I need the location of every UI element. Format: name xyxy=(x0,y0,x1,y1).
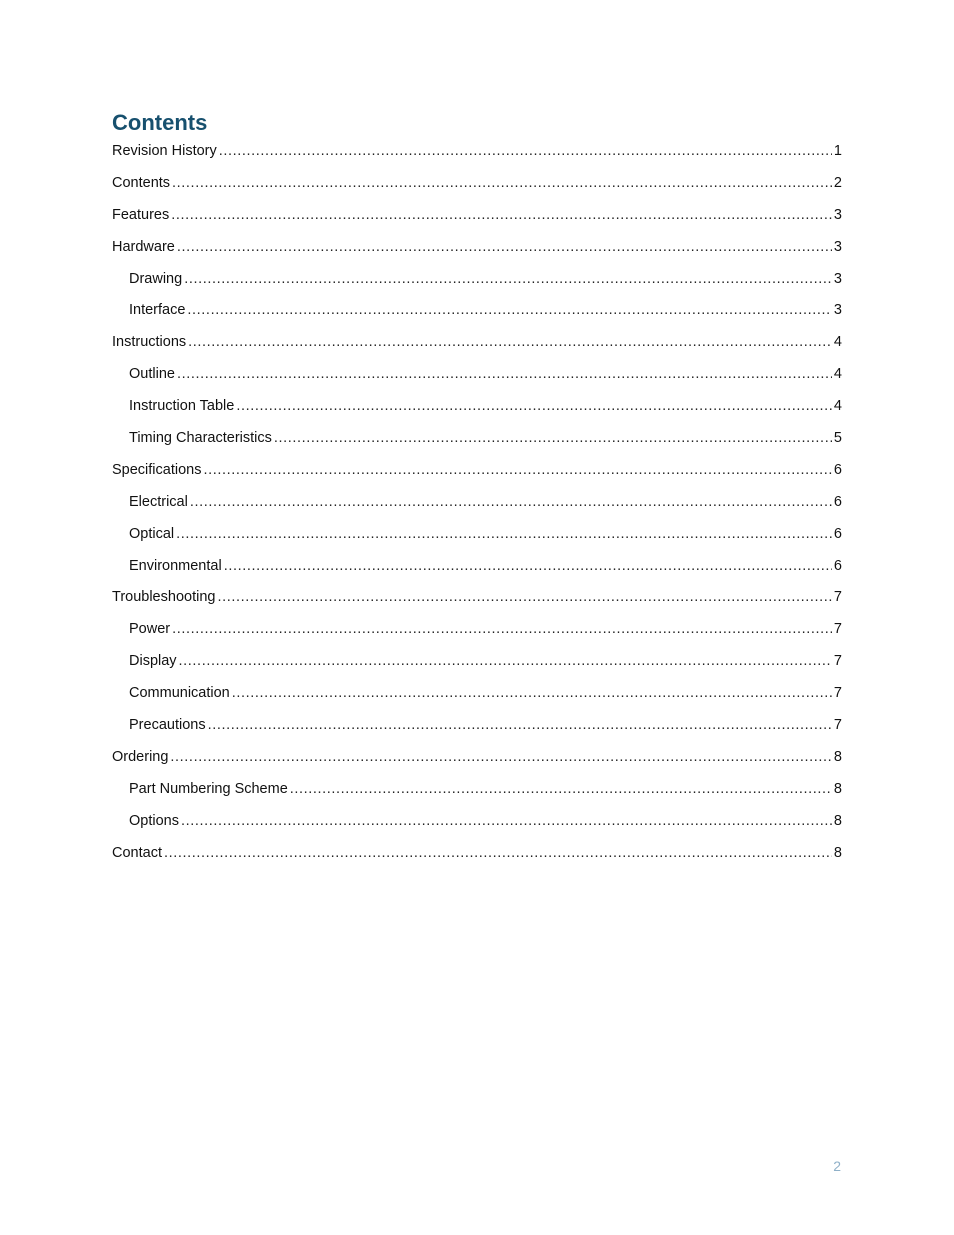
toc-entry-page: 7 xyxy=(833,589,842,606)
toc-entry-page: 8 xyxy=(833,748,842,765)
toc-entry-page: 8 xyxy=(833,780,842,797)
toc-entry-page: 6 xyxy=(833,557,842,574)
toc-entry[interactable] xyxy=(112,746,842,778)
toc-entry-label: Communication xyxy=(129,685,230,702)
toc-dot-leader xyxy=(203,459,831,481)
toc-entry-page: 4 xyxy=(833,334,842,351)
toc-entry-page: 2 xyxy=(833,174,842,191)
toc-dot-leader xyxy=(236,395,832,417)
toc-dot-leader xyxy=(171,204,832,226)
toc-dot-leader xyxy=(290,778,832,800)
toc-entry-label: Revision History xyxy=(112,143,217,159)
toc-dot-leader xyxy=(190,491,832,513)
toc-entry-label: Interface xyxy=(129,302,186,319)
toc-entry-page: 3 xyxy=(833,302,842,319)
toc-entry-page: 5 xyxy=(833,430,842,447)
toc-entry-label: Environmental xyxy=(129,557,222,574)
toc-entry[interactable] xyxy=(112,331,842,363)
toc-entry[interactable] xyxy=(112,140,842,172)
toc-entry[interactable] xyxy=(112,586,842,618)
toc-entry[interactable] xyxy=(112,172,842,204)
toc-entry-page: 7 xyxy=(833,653,842,670)
toc-entry-label: Hardware xyxy=(112,238,175,255)
toc-entry-page: 6 xyxy=(833,461,842,478)
toc-entry-label: Instruction Table xyxy=(129,398,235,415)
toc-entry-label: Timing Characteristics xyxy=(129,430,272,447)
toc-dot-leader xyxy=(208,714,832,736)
toc-entry[interactable] xyxy=(112,810,842,842)
toc-entry-label: Features xyxy=(112,206,170,223)
toc-entry-label: Precautions xyxy=(129,717,206,734)
toc-entry[interactable] xyxy=(112,618,842,650)
toc-dot-leader xyxy=(187,299,832,321)
toc-entry[interactable] xyxy=(112,363,842,395)
toc-entry-page: 3 xyxy=(833,206,842,223)
toc-dot-leader xyxy=(170,746,832,768)
toc-entry[interactable] xyxy=(112,268,842,300)
toc-entry[interactable] xyxy=(112,427,842,459)
table-of-contents xyxy=(112,140,842,873)
page-number: 2 xyxy=(833,1158,841,1174)
toc-dot-leader xyxy=(274,427,832,449)
toc-entry-label: Outline xyxy=(129,366,175,383)
toc-dot-leader xyxy=(176,523,832,545)
toc-entry-label: Options xyxy=(129,812,179,829)
toc-entry-label: Display xyxy=(129,653,177,670)
toc-dot-leader xyxy=(232,682,832,704)
toc-dot-leader xyxy=(217,586,831,608)
toc-entry-label: Instructions xyxy=(112,334,187,351)
toc-entry[interactable] xyxy=(112,842,842,874)
toc-dot-leader xyxy=(172,618,832,640)
toc-entry[interactable] xyxy=(112,204,842,236)
toc-dot-leader xyxy=(164,842,832,864)
toc-entry-page: 3 xyxy=(833,270,842,287)
toc-entry[interactable] xyxy=(112,395,842,427)
toc-dot-leader xyxy=(184,268,832,290)
toc-entry-label: Troubleshooting xyxy=(112,589,216,606)
toc-entry-page: 7 xyxy=(833,685,842,702)
toc-entry[interactable] xyxy=(112,682,842,714)
toc-entry-label: Ordering xyxy=(112,748,169,765)
toc-entry-label: Specifications xyxy=(112,461,202,478)
toc-dot-leader xyxy=(177,236,832,258)
toc-entry[interactable] xyxy=(112,459,842,491)
toc-entry-label: Contact xyxy=(112,844,162,861)
toc-entry-page: 4 xyxy=(833,398,842,415)
toc-entry-page: 8 xyxy=(833,844,842,861)
toc-entry[interactable] xyxy=(112,491,842,523)
toc-entry[interactable] xyxy=(112,523,842,555)
toc-entry[interactable] xyxy=(112,650,842,682)
toc-entry-page: 8 xyxy=(833,812,842,829)
toc-entry-label: Drawing xyxy=(129,270,183,287)
toc-entry-page: 1 xyxy=(833,143,842,159)
toc-dot-leader xyxy=(179,650,832,672)
toc-dot-leader xyxy=(219,140,832,162)
toc-entry-page: 6 xyxy=(833,525,842,542)
toc-entry-page: 3 xyxy=(833,238,842,255)
toc-entry[interactable] xyxy=(112,236,842,268)
toc-dot-leader xyxy=(177,363,832,385)
toc-entry-label: Electrical xyxy=(129,493,188,510)
toc-dot-leader xyxy=(224,555,832,577)
toc-entry-label: Power xyxy=(129,621,171,638)
toc-entry-label: Contents xyxy=(112,174,171,191)
toc-entry[interactable] xyxy=(112,299,842,331)
toc-dot-leader xyxy=(181,810,832,832)
toc-entry[interactable] xyxy=(112,555,842,587)
toc-entry-page: 6 xyxy=(833,493,842,510)
toc-dot-leader xyxy=(172,172,832,194)
toc-entry-page: 7 xyxy=(833,621,842,638)
toc-entry-label: Part Numbering Scheme xyxy=(129,780,288,797)
contents-heading: Contents xyxy=(112,110,208,135)
toc-entry[interactable] xyxy=(112,778,842,810)
toc-entry[interactable] xyxy=(112,714,842,746)
toc-entry-label: Optical xyxy=(129,525,175,542)
toc-dot-leader xyxy=(188,331,832,353)
toc-entry-page: 7 xyxy=(833,717,842,734)
toc-entry-page: 4 xyxy=(833,366,842,383)
